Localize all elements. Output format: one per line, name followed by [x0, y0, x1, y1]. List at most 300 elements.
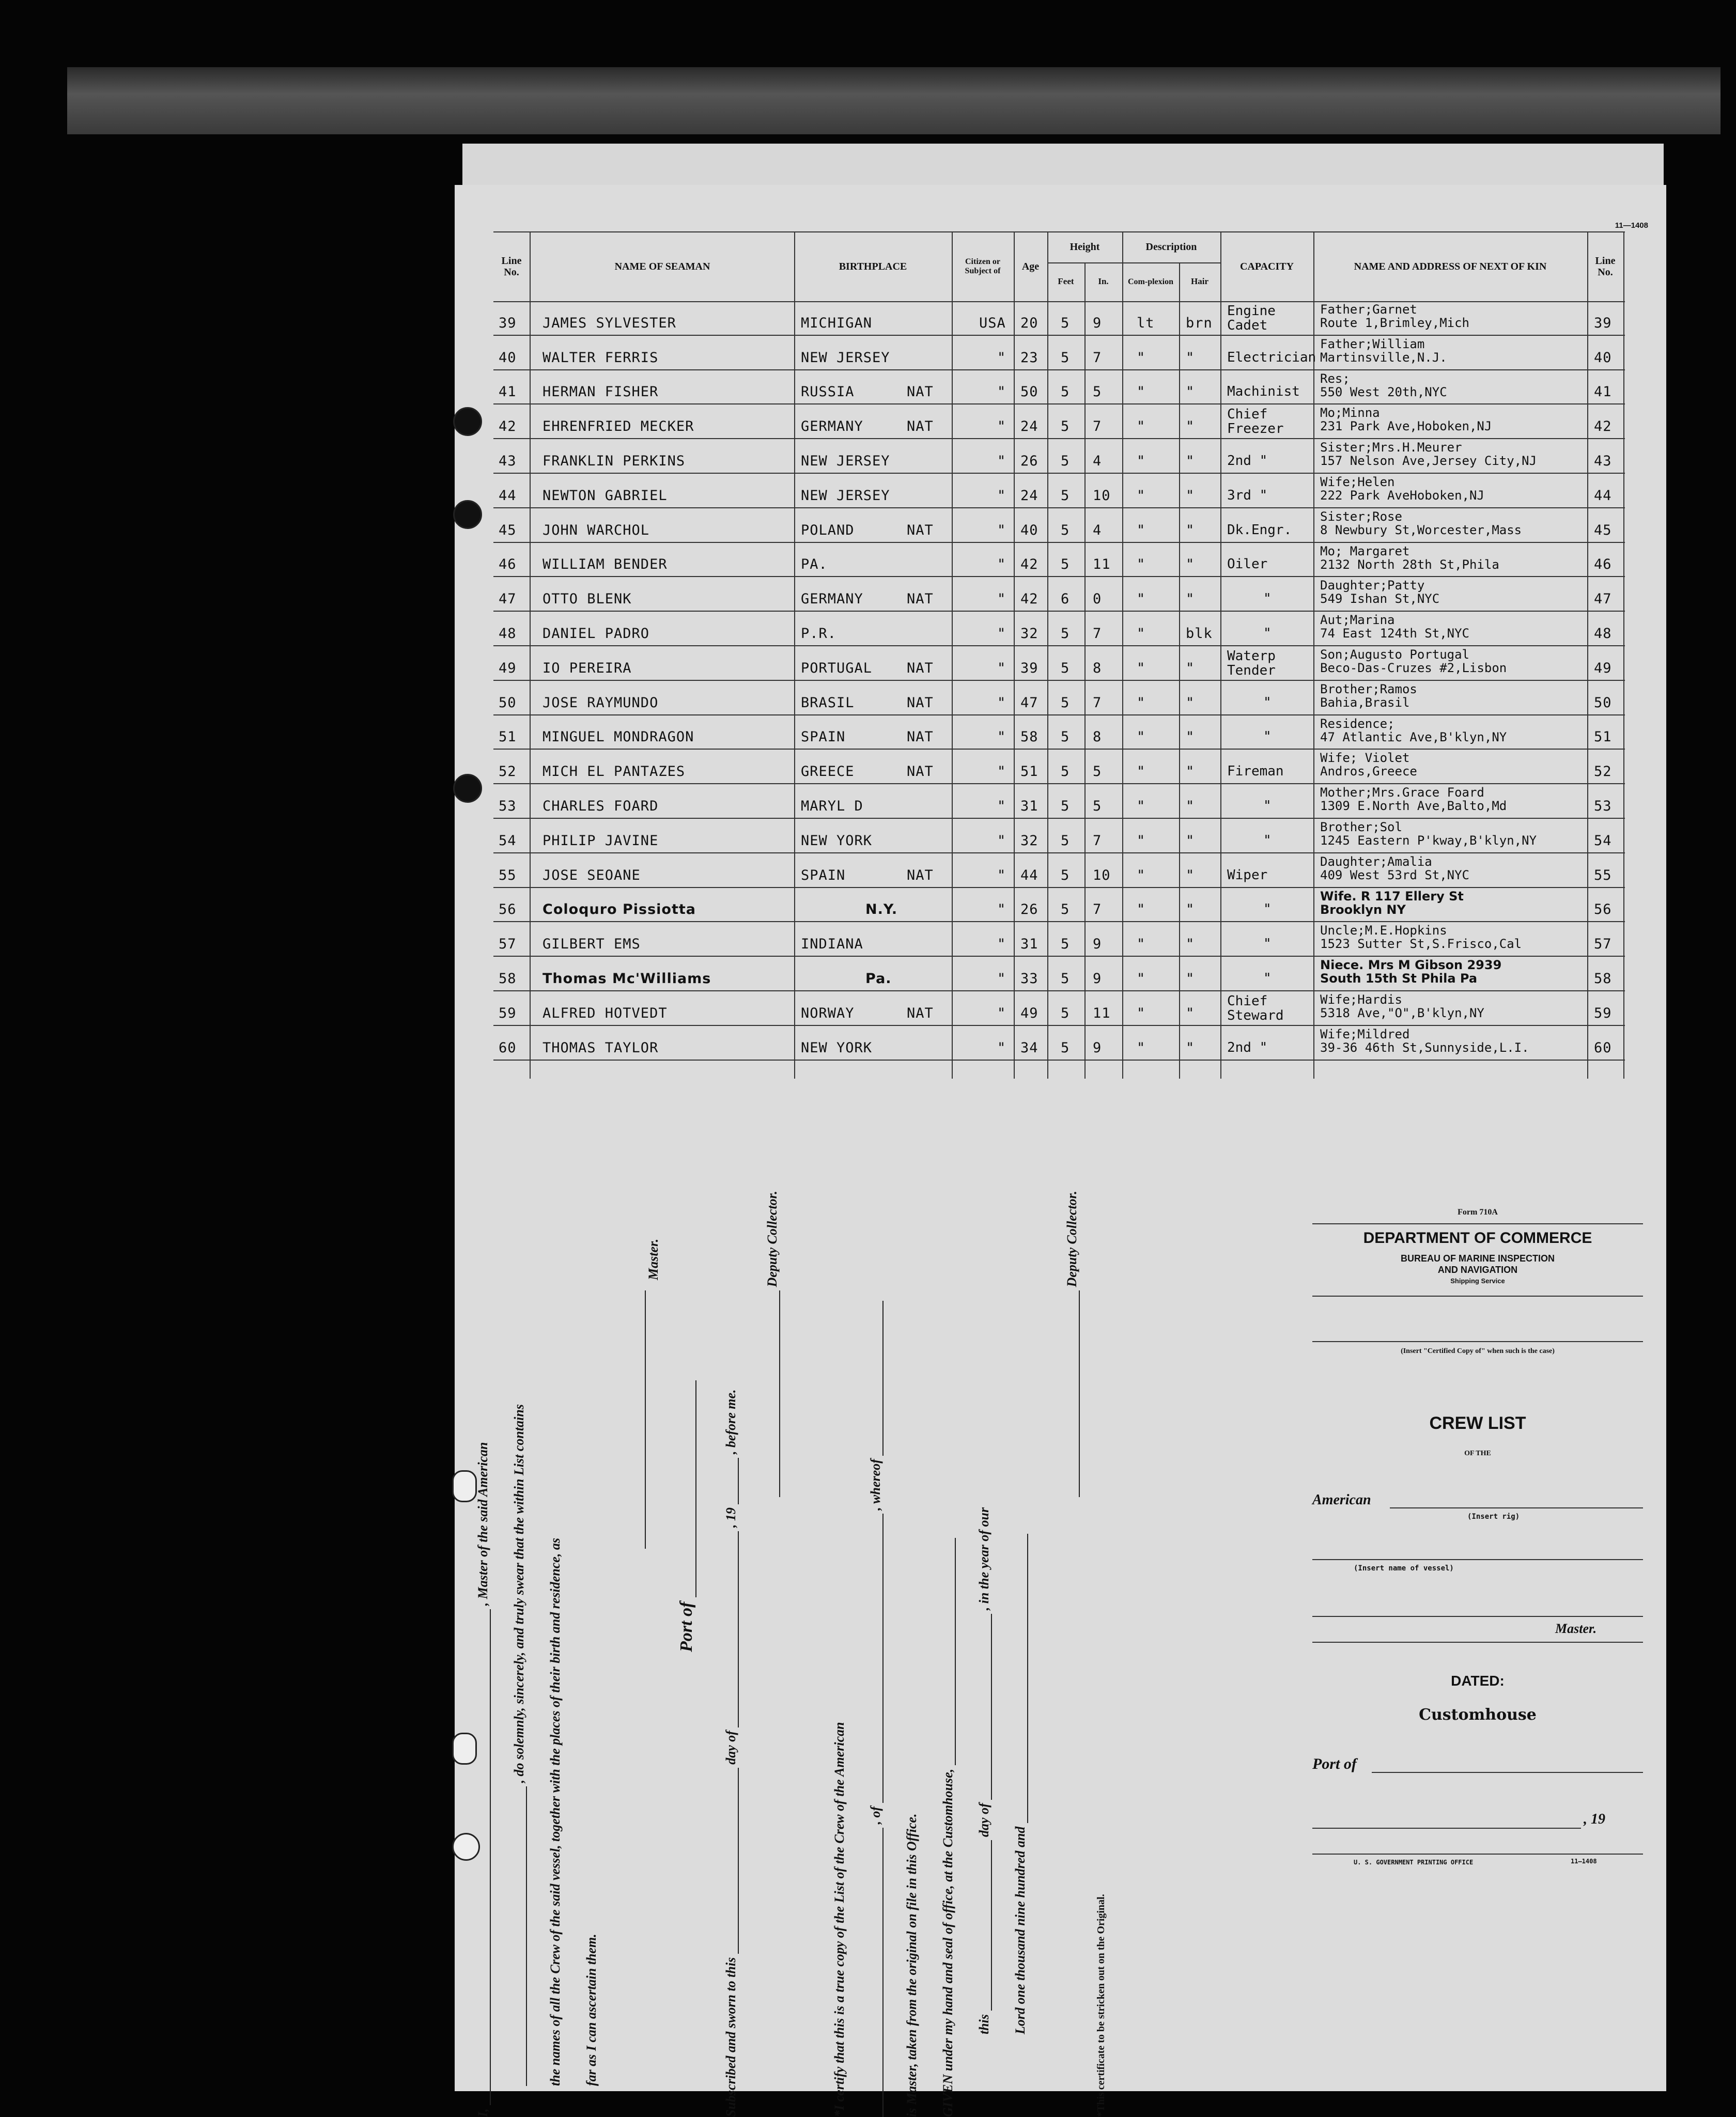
complexion: ": [1137, 556, 1146, 573]
hair: ": [1186, 660, 1195, 676]
height-feet: 5: [1061, 487, 1070, 504]
line-number-right: 59: [1594, 1005, 1612, 1021]
height-inches: 5: [1093, 798, 1102, 814]
capacity: Freezer: [1227, 421, 1284, 437]
oath-cert-c: , whereof: [868, 1459, 883, 1511]
line-number-right: 57: [1594, 936, 1612, 953]
line-number-right: 52: [1594, 764, 1612, 780]
oath-sub-d: , before me.: [723, 1389, 738, 1455]
capacity: ": [1263, 936, 1272, 952]
oath-deputy2-label: Deputy Collector.: [1064, 1191, 1079, 1287]
capacity: Waterp: [1227, 648, 1276, 664]
height-inches: 7: [1093, 832, 1102, 849]
naturalized: NAT: [907, 384, 934, 400]
next-of-kin: Mo; Margaret: [1320, 543, 1410, 558]
next-of-kin-address: 74 East 124th St,NYC: [1320, 626, 1469, 641]
next-of-kin-address: 39-36 46th St,Sunnyside,L.I.: [1320, 1040, 1529, 1055]
age: 20: [1020, 315, 1038, 331]
next-of-kin-address: 549 Ishan St,NYC: [1320, 591, 1440, 606]
citizen: ": [997, 384, 1006, 400]
hair: ": [1186, 522, 1195, 538]
birthplace: SPAIN: [801, 729, 846, 745]
line-number-right: 48: [1594, 625, 1612, 642]
line-number: 51: [499, 729, 517, 745]
height-inches: 7: [1093, 349, 1102, 366]
header-citizen: Citizen or Subject of: [965, 257, 1001, 275]
height-feet: 5: [1061, 522, 1070, 538]
citizen: ": [997, 798, 1006, 814]
cover-bureau-1: BUREAU OF MARINE INSPECTION: [1400, 1253, 1555, 1264]
seaman-name: ALFRED HOTVEDT: [542, 1005, 668, 1021]
capacity: Oiler: [1227, 556, 1268, 572]
next-of-kin: Niece. Mrs M Gibson 2939: [1320, 958, 1502, 973]
next-of-kin: Father;William: [1320, 336, 1425, 351]
citizen: ": [997, 867, 1006, 883]
hair: brn: [1186, 315, 1213, 331]
citizen: ": [997, 522, 1006, 538]
height-inches: 7: [1093, 418, 1102, 435]
capacity: Machinist: [1227, 384, 1300, 400]
height-feet: 5: [1061, 418, 1070, 435]
capacity: Steward: [1227, 1008, 1284, 1023]
citizen: USA: [979, 315, 1006, 331]
complexion: ": [1137, 591, 1146, 608]
next-of-kin: Wife; Violet: [1320, 751, 1410, 766]
cover-bureau-2: AND NAVIGATION: [1437, 1265, 1518, 1275]
oath-port: [677, 1380, 696, 1652]
next-of-kin: Son;Augusto Portugal: [1320, 647, 1469, 662]
next-of-kin: Res;: [1320, 371, 1350, 386]
line-number: 44: [499, 487, 517, 504]
cover-insert-vessel: (Insert name of vessel): [1354, 1564, 1454, 1573]
capacity: ": [1263, 970, 1272, 986]
oath-block: [475, 1161, 1250, 2117]
citizen: ": [997, 556, 1006, 573]
capacity: Fireman: [1227, 764, 1284, 780]
height-feet: 5: [1061, 798, 1070, 814]
oath-subscribed: [723, 1389, 739, 2117]
table-row: [493, 577, 1625, 612]
hair: ": [1186, 418, 1195, 435]
line-number-right: 56: [1594, 901, 1612, 918]
header-age: Age: [1021, 260, 1040, 272]
line-number: 58: [499, 970, 517, 987]
capacity: Chief: [1227, 993, 1268, 1009]
height-inches: 7: [1093, 901, 1102, 918]
oath-certify-2: [868, 1301, 884, 2117]
line-number: 57: [499, 936, 517, 953]
cover-year: , 19: [1584, 1811, 1605, 1827]
table-row: [493, 404, 1625, 439]
height-inches: 8: [1093, 729, 1102, 745]
seaman-name: Coloquro Pissiotta: [542, 901, 696, 918]
height-inches: 5: [1093, 384, 1102, 400]
cover-insert-certified: (Insert "Certified Copy of" when such is the case): [1401, 1347, 1555, 1355]
seaman-name: NEWTON GABRIEL: [542, 487, 668, 504]
height-inches: 7: [1093, 694, 1102, 711]
age: 33: [1020, 970, 1038, 987]
cover-american: American: [1312, 1492, 1371, 1508]
next-of-kin-address: Andros,Greece: [1320, 764, 1417, 779]
oath-given-b: this: [977, 2014, 991, 2034]
age: 42: [1020, 591, 1038, 608]
seaman-name: JOSE RAYMUNDO: [542, 694, 659, 711]
line-number: 53: [499, 798, 517, 814]
height-feet: 5: [1061, 832, 1070, 849]
oath-line-3: the names of all the Crew of the said vessel, together with the places of their birth and residence, as: [548, 1538, 563, 2086]
age: 58: [1020, 729, 1038, 745]
height-inches: 4: [1093, 453, 1102, 469]
birthplace: NEW JERSEY: [801, 453, 890, 469]
line-number-right: 39: [1594, 315, 1612, 331]
capacity: ": [1263, 729, 1272, 745]
header-inches: In.: [1098, 276, 1109, 287]
age: 44: [1020, 867, 1038, 883]
complexion: ": [1137, 522, 1146, 538]
header-capacity: CAPACITY: [1239, 260, 1294, 272]
seaman-name: DANIEL PADRO: [542, 625, 650, 642]
naturalized: NAT: [907, 764, 934, 780]
table-row: [493, 784, 1625, 819]
hair: ": [1186, 936, 1195, 953]
oath-given-3: [1013, 1534, 1028, 2034]
birthplace: SPAIN: [801, 867, 846, 883]
hair: ": [1186, 867, 1195, 883]
capacity: Tender: [1227, 663, 1276, 678]
oath-i: I,: [475, 2108, 490, 2117]
birthplace: P.R.: [801, 625, 837, 642]
citizen: ": [997, 418, 1006, 435]
birthplace: NEW JERSEY: [801, 349, 890, 366]
birthplace: NORWAY: [801, 1005, 855, 1021]
oath-given-e: Lord one thousand nine hundred and: [1013, 1826, 1028, 2034]
complexion: ": [1137, 418, 1146, 435]
birthplace: BRASIL: [801, 694, 855, 711]
next-of-kin-address: 1245 Eastern P'kway,B'klyn,NY: [1320, 833, 1537, 848]
birthplace: GERMANY: [801, 418, 863, 435]
cover-customhouse: Customhouse: [1419, 1706, 1537, 1724]
next-of-kin: Wife;Helen: [1320, 475, 1395, 489]
table-row: [493, 715, 1625, 750]
header-feet: Feet: [1058, 276, 1074, 287]
seaman-name: JOSE SEOANE: [542, 867, 641, 883]
table-row: [493, 336, 1625, 370]
naturalized: NAT: [907, 729, 934, 745]
capacity: Dk.Engr.: [1227, 522, 1292, 538]
next-of-kin-address: Route 1,Brimley,Mich: [1320, 316, 1469, 330]
oath-sub-c: , 19: [723, 1507, 738, 1528]
birthplace: RUSSIA: [801, 384, 855, 400]
line-number-right: 42: [1594, 418, 1612, 435]
naturalized: NAT: [907, 591, 934, 608]
capacity: Engine: [1227, 303, 1276, 319]
line-number-right: 46: [1594, 556, 1612, 573]
table-row: [493, 439, 1625, 474]
capacity: Wiper: [1227, 867, 1268, 883]
citizen: ": [997, 1039, 1006, 1056]
age: 40: [1020, 522, 1038, 538]
hair: ": [1186, 384, 1195, 400]
capacity: ": [1263, 901, 1272, 917]
table-row: [493, 681, 1625, 715]
line-number: 56: [499, 901, 517, 918]
line-number-right: 45: [1594, 522, 1612, 538]
capacity: 2nd ": [1227, 453, 1268, 469]
age: 31: [1020, 798, 1038, 814]
complexion: ": [1137, 867, 1146, 883]
oath-master-of: , Master of the said American: [475, 1442, 490, 1606]
citizen: ": [997, 349, 1006, 366]
next-of-kin: Father;Garnet: [1320, 302, 1417, 317]
citizen: ": [997, 764, 1006, 780]
line-number-right: 43: [1594, 453, 1612, 469]
next-of-kin-address: Martinsville,N.J.: [1320, 350, 1447, 365]
height-feet: 5: [1061, 1039, 1070, 1056]
next-of-kin: Sister;Mrs.H.Meurer: [1320, 440, 1462, 455]
capacity: ": [1263, 798, 1272, 814]
citizen: ": [997, 487, 1006, 504]
punch-hole: [452, 1470, 477, 1502]
punch-hole: [453, 407, 482, 436]
line-number-right: 51: [1594, 729, 1612, 745]
line-number: 59: [499, 1005, 517, 1021]
hair: ": [1186, 487, 1195, 504]
next-of-kin-address: 550 West 20th,NYC: [1320, 384, 1447, 399]
next-of-kin-address: Beco-Das-Cruzes #2,Lisbon: [1320, 661, 1507, 675]
complexion: ": [1137, 349, 1146, 366]
hair: ": [1186, 349, 1195, 366]
cover-panel: [1312, 1208, 1643, 2065]
oath-given-a: GIVEN under my hand and seal of office, at the Customhouse,: [940, 1768, 955, 2117]
next-of-kin: Mo;Minna: [1320, 406, 1380, 421]
birthplace: Pa.: [865, 970, 892, 987]
line-number-right: 41: [1594, 384, 1612, 400]
citizen: ": [997, 660, 1006, 676]
age: 31: [1020, 936, 1038, 953]
age: 50: [1020, 384, 1038, 400]
naturalized: NAT: [907, 694, 934, 711]
line-number: 40: [499, 349, 517, 366]
complexion: ": [1137, 453, 1146, 469]
height-feet: 5: [1061, 625, 1070, 642]
line-number-right: 50: [1594, 694, 1612, 711]
seaman-name: GILBERT EMS: [542, 936, 641, 953]
line-number: 60: [499, 1039, 517, 1056]
birthplace: MICHIGAN: [801, 315, 873, 331]
line-number: 54: [499, 832, 517, 849]
line-number: 55: [499, 867, 517, 883]
complexion: ": [1137, 901, 1146, 918]
next-of-kin-address: 1309 E.North Ave,Balto,Md: [1320, 799, 1507, 814]
seaman-name: CHARLES FOARD: [542, 798, 659, 814]
cover-form-number-bottom: 11—1408: [1571, 1858, 1597, 1865]
table-row: [493, 370, 1625, 405]
height-inches: 9: [1093, 315, 1102, 331]
oath-swear: , do solemnly, sincerely, and truly swear that the within List contains: [512, 1404, 526, 1783]
seaman-name: IO PEREIRA: [542, 660, 632, 676]
citizen: ": [997, 625, 1006, 642]
next-of-kin-address: Brooklyn NY: [1320, 902, 1406, 917]
citizen: ": [997, 591, 1006, 608]
line-number: 50: [499, 694, 517, 711]
citizen: ": [997, 901, 1006, 918]
table-row: [493, 543, 1625, 578]
height-inches: 10: [1093, 867, 1111, 883]
hair: blk: [1186, 625, 1213, 642]
height-inches: 9: [1093, 970, 1102, 987]
birthplace: NEW JERSEY: [801, 487, 890, 504]
capacity: 2nd ": [1227, 1039, 1268, 1055]
age: 23: [1020, 349, 1038, 366]
complexion: ": [1137, 1039, 1146, 1056]
complexion: ": [1137, 487, 1146, 504]
header-hair: Hair: [1191, 276, 1208, 287]
next-of-kin: Wife. R 117 Ellery St: [1320, 889, 1464, 904]
birthplace: NEW YORK: [801, 1039, 873, 1056]
oath-deputy-2: [1064, 1191, 1080, 1497]
line-number-right: 40: [1594, 349, 1612, 366]
line-number-right: 47: [1594, 591, 1612, 608]
hair: ": [1186, 694, 1195, 711]
header-line-no: Line No.: [501, 255, 522, 278]
table-row: [493, 750, 1625, 784]
next-of-kin-address: 2132 North 28th St,Phila: [1320, 557, 1499, 572]
line-number: 49: [499, 660, 517, 676]
citizen: ": [997, 729, 1006, 745]
next-of-kin-address: 8 Newbury St,Worcester,Mass: [1320, 522, 1522, 537]
next-of-kin-address: 5318 Ave,"O",B'klyn,NY: [1320, 1006, 1484, 1020]
capacity: Cadet: [1227, 318, 1268, 333]
table-row: [493, 922, 1625, 957]
line-number: 48: [499, 625, 517, 642]
line-number-right: 44: [1594, 487, 1612, 504]
punch-hole: [453, 774, 482, 803]
height-feet: 5: [1061, 901, 1070, 918]
birthplace: N.Y.: [865, 901, 898, 918]
citizen: ": [997, 936, 1006, 953]
age: 32: [1020, 832, 1038, 849]
cover-service: Shipping Service: [1450, 1277, 1505, 1285]
seaman-name: JAMES SYLVESTER: [542, 315, 676, 331]
height-feet: 5: [1061, 453, 1070, 469]
age: 34: [1020, 1039, 1038, 1056]
birthplace: MARYL D: [801, 798, 863, 814]
form-number: 11—1408: [1615, 221, 1648, 230]
next-of-kin-address: 1523 Sutter St,S.Frisco,Cal: [1320, 937, 1522, 952]
age: 49: [1020, 1005, 1038, 1021]
next-of-kin-address: 47 Atlantic Ave,B'klyn,NY: [1320, 729, 1507, 744]
table-row: [493, 612, 1625, 646]
oath-cert-b: , of: [868, 1806, 883, 1825]
height-feet: 5: [1061, 764, 1070, 780]
cover-port-of: Port of: [1312, 1755, 1357, 1772]
seaman-name: THOMAS TAYLOR: [542, 1039, 659, 1056]
seaman-name: JOHN WARCHOL: [542, 522, 650, 538]
birthplace: POLAND: [801, 522, 855, 538]
hair: ": [1186, 764, 1195, 780]
age: 42: [1020, 556, 1038, 573]
header-birthplace: BIRTHPLACE: [839, 260, 907, 272]
height-feet: 5: [1061, 349, 1070, 366]
height-inches: 8: [1093, 660, 1102, 676]
hair: ": [1186, 1039, 1195, 1056]
capacity: ": [1263, 694, 1272, 710]
seaman-name: EHRENFRIED MECKER: [542, 418, 694, 435]
hair: ": [1186, 901, 1195, 918]
complexion: lt: [1137, 315, 1155, 331]
hair: ": [1186, 798, 1195, 814]
age: 24: [1020, 487, 1038, 504]
oath-given-c: day of: [977, 1803, 991, 1837]
age: 32: [1020, 625, 1038, 642]
capacity: Chief: [1227, 407, 1268, 423]
table-row: [493, 819, 1625, 853]
naturalized: NAT: [907, 522, 934, 538]
capacity: ": [1263, 591, 1272, 607]
hair: ": [1186, 556, 1195, 573]
height-inches: 11: [1093, 1005, 1111, 1021]
header-complexion: Com-plexion: [1128, 277, 1173, 286]
line-number-right: 54: [1594, 832, 1612, 849]
height-feet: 5: [1061, 729, 1070, 745]
cover-department: DEPARTMENT OF COMMERCE: [1363, 1229, 1592, 1247]
oath-given-2: [977, 1507, 992, 2034]
next-of-kin-address: Bahia,Brasil: [1320, 695, 1410, 710]
next-of-kin: Aut;Marina: [1320, 613, 1395, 628]
height-feet: 5: [1061, 970, 1070, 987]
cover-master: Master.: [1555, 1621, 1597, 1636]
next-of-kin: Wife;Hardis: [1320, 992, 1402, 1007]
height-feet: 5: [1061, 315, 1070, 331]
cover-of-the: OF THE: [1464, 1450, 1491, 1457]
line-number: 46: [499, 556, 517, 573]
table-row: [493, 853, 1625, 888]
crew-list-page: [455, 185, 1666, 2117]
header-height: Height: [1070, 241, 1100, 253]
cover-dated: DATED:: [1451, 1673, 1505, 1689]
capacity: ": [1263, 625, 1272, 641]
oath-given: [940, 1538, 956, 2117]
oath-deputy-label: Deputy Collector.: [765, 1191, 780, 1287]
line-number: 43: [499, 453, 517, 469]
height-inches: 11: [1093, 556, 1111, 573]
table-row: [493, 991, 1625, 1026]
seaman-name: WILLIAM BENDER: [542, 556, 668, 573]
punch-hole: [452, 1733, 477, 1765]
oath-master-signature: [630, 1239, 661, 1549]
age: 26: [1020, 901, 1038, 918]
citizen: ": [997, 694, 1006, 711]
complexion: ": [1137, 970, 1146, 987]
cover-gpo: U. S. GOVERNMENT PRINTING OFFICE: [1354, 1859, 1474, 1866]
birthplace: INDIANA: [801, 936, 863, 953]
oath-sub-a: Subscribed and sworn to this: [723, 1957, 738, 2117]
height-feet: 5: [1061, 867, 1070, 883]
oath-sub-b: day of: [723, 1731, 738, 1765]
hair: ": [1186, 1005, 1195, 1021]
seaman-name: HERMAN FISHER: [542, 384, 659, 400]
height-feet: 5: [1061, 694, 1070, 711]
line-number: 41: [499, 384, 517, 400]
naturalized: NAT: [907, 418, 934, 435]
oath-master-label: Master.: [646, 1238, 661, 1280]
header-line-no-right: Line No.: [1595, 255, 1616, 278]
height-inches: 10: [1093, 487, 1111, 504]
header-name: NAME OF SEAMAN: [614, 260, 710, 272]
seaman-name: Thomas Mc'Williams: [542, 970, 711, 987]
hair: ": [1186, 591, 1195, 608]
next-of-kin-address: 231 Park Ave,Hoboken,NJ: [1320, 419, 1492, 434]
